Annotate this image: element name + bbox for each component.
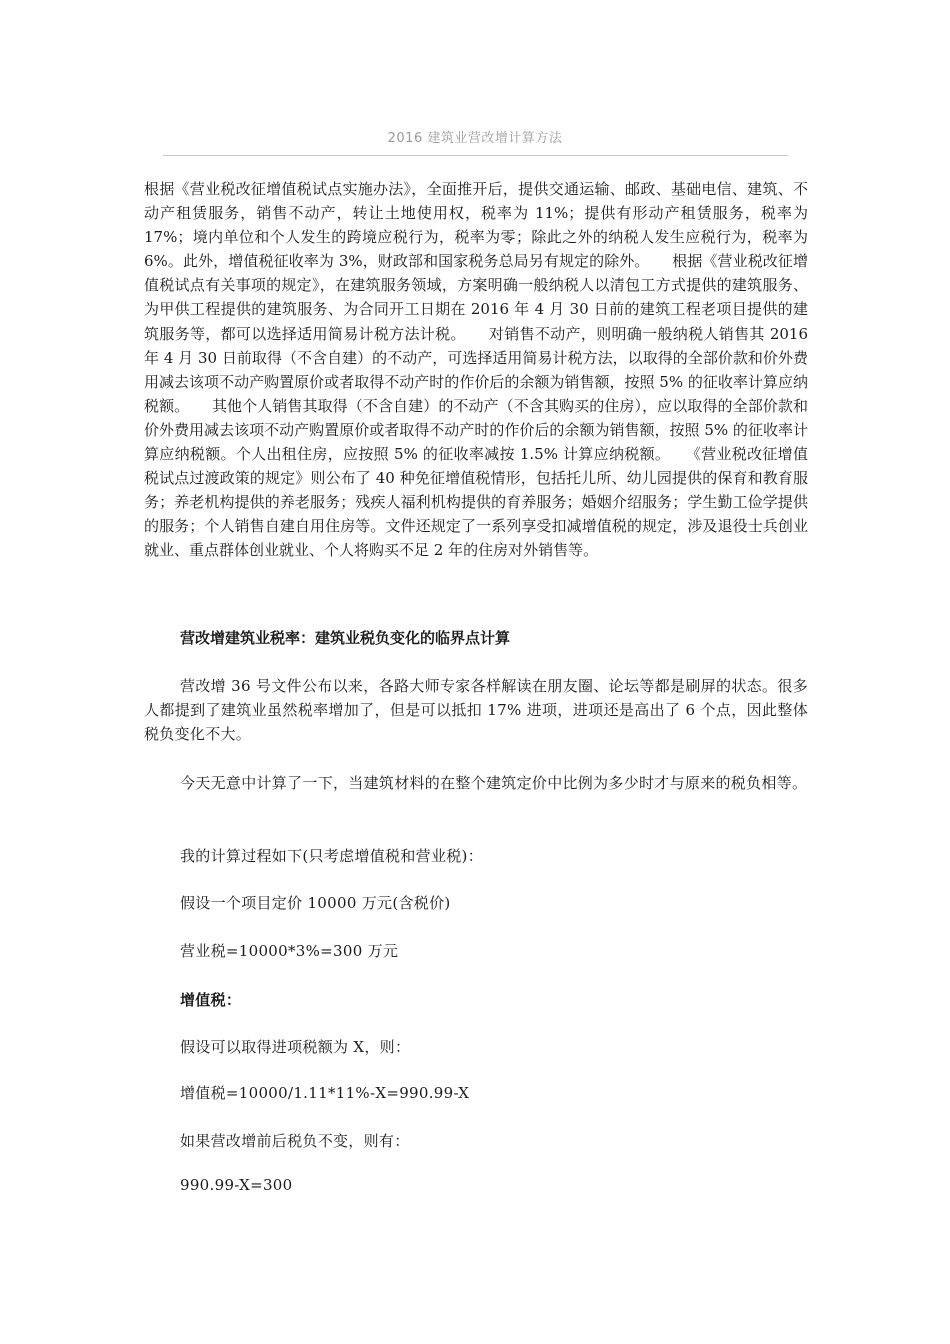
body-paragraph-1: 营改增 36 号文件公布以来，各路大师专家各样解读在朋友圈、论坛等都是刷屏的状态。很多人都提到了建筑业虽然税率增加了，但是可以抵扣 17% 进项，进项还是高出了 6 个点，因此整体税负变化不大。 [144, 677, 808, 743]
section-heading: 营改增建筑业税率：建筑业税负变化的临界点计算 [180, 629, 511, 647]
vat-label-line: 增值税： [180, 991, 242, 1009]
equation-line: 990.99-X=300 [180, 1176, 293, 1194]
input-tax-assumption-line: 假设可以取得进项税额为 X，则： [180, 1038, 411, 1056]
page-header-title: 2016 建筑业营改增计算方法 [387, 131, 563, 146]
equal-burden-line: 如果营改增前后税负不变，则有： [180, 1132, 410, 1150]
header-divider [163, 155, 788, 156]
body-paragraph-2: 今天无意中计算了一下，当建筑材料的在整个建筑定价中比例为多少时才与原来的税负相等。 [180, 774, 808, 792]
calc-intro-line: 我的计算过程如下(只考虑增值税和营业税)： [180, 847, 484, 865]
vat-formula-line: 增值税=10000/1.11*11%-X=990.99-X [180, 1084, 470, 1102]
lead-paragraph: 根据《营业税改征增值税试点实施办法》，全面推开后，提供交通运输、邮政、基础电信、建筑、不动产租赁服务，销售不动产，转让土地使用权，税率为 11%；提供有形动产租赁服务，税率为 17%；境内单位和个人发生的跨境应税行为，税率为零；除此之外的纳税人发生应税行为，税率为 6%。此外，增值税征收率为 3%，财政部和国家税务总局另有规定的除外。 根据《营业税改征增值税试点有关事项的规定》，在建筑服务领域，方案明确一般纳税人以清包工方式提供的建筑服务、为甲供工程提供的建筑服务、为合同开工日期在 2016 年 4 月 30 日前的建筑工程老项目提供的建筑服务等，都可以选择适用简易计税方法计税。 对销售不动产，则明确一般纳税人销售其 2016 年 4 月 30 日前取得（不含自建）的不动产，可选择适用简易计税方法，以取得的全部价款和价外费用减去该项不动产购置原价或者取得不动产时的作价后的余额为销售额，按照 5% 的征收率计算应纳税额。 其他个人销售其取得（不含自建）的不动产（不含其购买的住房），应以取得的全部价款和价外费用减去该项不动产购置原价或者取得不动产时的作价后的余额为销售额，按照 5% 的征收率计算应纳税额。个人出租住房，应按照 5% 的征收率减按 1.5% 计算应纳税额。 《营业税改征增值税试点过渡政策的规定》则公布了 40 种免征增值税情形，包括托儿所、幼儿园提供的保育和教育服务；养老机构提供的养老服务；残疾人福利机构提供的育养服务；婚姻介绍服务；学生勤工俭学提供的服务；个人销售自建自用住房等。文件还规定了一系列享受扣减增值税的规定，涉及退役士兵创业就业、重点群体创业就业、个人将购买不足 2 年的住房对外销售等。 [144, 180, 808, 560]
business-tax-line: 营业税=10000*3%=300 万元 [180, 942, 399, 960]
calc-assumption-line: 假设一个项目定价 10000 万元(含税价) [180, 894, 451, 912]
